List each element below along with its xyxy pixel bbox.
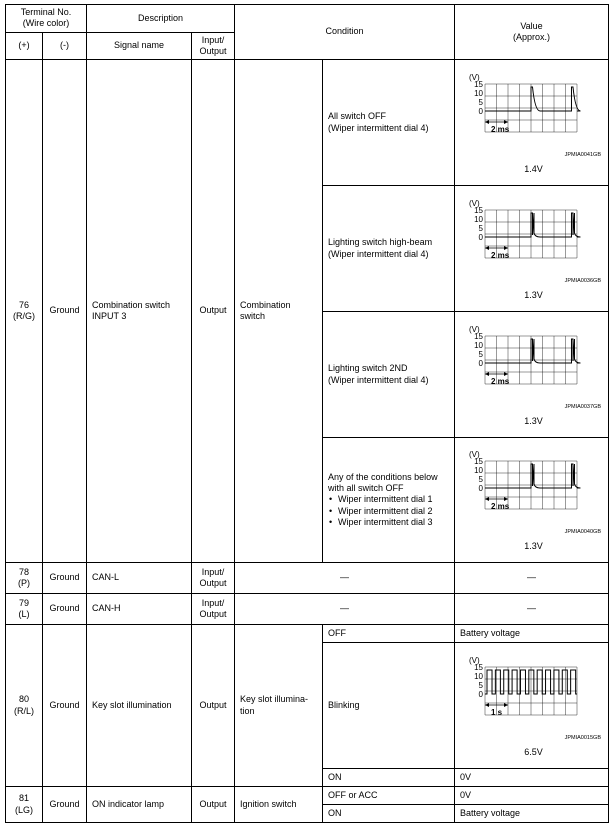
- header-terminal-no: Terminal No. (Wire color): [6, 5, 87, 33]
- condition-list: [328, 494, 449, 528]
- axis-unit-label: (V): [469, 655, 480, 665]
- t80-sub-condition-on: ON: [323, 769, 455, 787]
- t80-sub-condition-off: OFF: [323, 625, 455, 643]
- figure-code: JPMIA0036GB: [564, 277, 602, 284]
- terminal-80-minus: Ground: [43, 625, 87, 787]
- terminal-76-io: Output: [192, 60, 235, 563]
- t76-sub-value-4: [455, 438, 609, 563]
- terminal-76-minus: Ground: [43, 60, 87, 563]
- figure-code: JPMIA0040GB: [564, 529, 602, 536]
- t80-sub-value-blink: [455, 643, 609, 769]
- terminal-81-minus: Ground: [43, 787, 87, 823]
- scale-label: 2 ms: [491, 376, 510, 386]
- terminal-80-io: Output: [192, 625, 235, 787]
- condition-item: • Wiper intermittent dial 2: [328, 506, 449, 517]
- terminal-80-signal: Key slot illumination: [87, 625, 192, 787]
- terminal-spec-table: [5, 4, 609, 823]
- header-description: Description: [87, 5, 235, 33]
- waveform-value: 1.4V: [524, 163, 543, 174]
- t81-sub-value-2: Battery voltage: [455, 805, 609, 823]
- t80-sub-value-off: Battery voltage: [455, 625, 609, 643]
- y-tick-label: 0: [478, 689, 484, 699]
- waveform-trace: [485, 464, 580, 488]
- figure-code: JPMIA0041GB: [564, 151, 602, 158]
- header-minus: (-): [43, 32, 87, 60]
- t76-sub-value-1: [455, 60, 609, 186]
- axis-unit-label: (V): [469, 198, 480, 208]
- y-tick-label: 10: [474, 671, 484, 681]
- terminal-76-signal: Combination switch INPUT 3: [87, 60, 192, 563]
- axis-unit-label: (V): [469, 72, 480, 82]
- scale-label: 1 s: [491, 707, 503, 717]
- figure-code: JPMIA0015GB: [564, 734, 602, 741]
- waveform-chart: [463, 72, 603, 162]
- terminal-81: 81 (LG): [6, 787, 43, 823]
- scale-label: 2 ms: [491, 250, 510, 260]
- waveform-chart: [463, 655, 603, 745]
- terminal-76-condition: Combination switch: [235, 60, 323, 563]
- y-tick-label: 0: [478, 358, 484, 368]
- terminal-81-signal: ON indicator lamp: [87, 787, 192, 823]
- t76-sub-condition-4: [323, 438, 455, 563]
- t76-sub-condition-2: Lighting switch high-beam (Wiper intermittent dial 4): [323, 186, 455, 312]
- terminal-79: 79 (L): [6, 594, 43, 625]
- waveform-trace: [485, 213, 580, 237]
- header-input-output: Input/ Output: [192, 32, 235, 60]
- waveform-value: 1.3V: [524, 415, 543, 426]
- waveform-trace: [485, 339, 580, 363]
- header-value: Value (Approx.): [455, 5, 609, 60]
- terminal-81-condition: Ignition switch: [235, 787, 323, 823]
- terminal-78-condition: —: [235, 563, 455, 594]
- y-tick-label: 0: [478, 232, 484, 242]
- header-plus: (+): [6, 32, 43, 60]
- condition-intro: Any of the conditions below with all switch OFF: [328, 471, 438, 494]
- y-tick-label: 0: [478, 484, 484, 494]
- y-tick-label: 15: [474, 662, 484, 672]
- y-tick-label: 10: [474, 340, 484, 350]
- y-tick-label: 15: [474, 205, 484, 215]
- y-tick-label: 15: [474, 457, 484, 467]
- waveform-value: 1.3V: [524, 289, 543, 300]
- terminal-78-io: Input/ Output: [192, 563, 235, 594]
- terminal-80-condition: Key slot illumina- tion: [235, 625, 323, 787]
- waveform-trace: [485, 87, 580, 111]
- t76-sub-condition-3: Lighting switch 2ND (Wiper intermittent dial 4): [323, 312, 455, 438]
- waveform-value: 6.5V: [524, 746, 543, 757]
- header-signal-name: Signal name: [87, 32, 192, 60]
- t76-sub-value-2: [455, 186, 609, 312]
- terminal-76: 76 (R/G): [6, 60, 43, 563]
- y-tick-label: 15: [474, 79, 484, 89]
- terminal-78-value: —: [455, 563, 609, 594]
- y-tick-label: 5: [478, 97, 484, 107]
- y-tick-label: 10: [474, 466, 484, 476]
- t76-sub-condition-1: All switch OFF (Wiper intermittent dial 4): [323, 60, 455, 186]
- waveform-value: 1.3V: [524, 541, 543, 552]
- terminal-79-condition: —: [235, 594, 455, 625]
- scale-label: 2 ms: [491, 502, 510, 512]
- terminal-79-minus: Ground: [43, 594, 87, 625]
- y-tick-label: 5: [478, 349, 484, 359]
- axis-unit-label: (V): [469, 324, 480, 334]
- waveform-chart: [463, 449, 603, 539]
- axis-unit-label: (V): [469, 450, 480, 460]
- y-tick-label: 10: [474, 88, 484, 98]
- y-tick-label: 5: [478, 475, 484, 485]
- waveform-chart: [463, 198, 603, 288]
- y-tick-label: 15: [474, 331, 484, 341]
- condition-item: • Wiper intermittent dial 1: [328, 494, 449, 505]
- y-tick-label: 5: [478, 223, 484, 233]
- terminal-81-io: Output: [192, 787, 235, 823]
- t81-sub-value-1: 0V: [455, 787, 609, 805]
- terminal-79-signal: CAN-H: [87, 594, 192, 625]
- t81-sub-condition-2: ON: [323, 805, 455, 823]
- header-condition: Condition: [235, 5, 455, 60]
- scale-label: 2 ms: [491, 124, 510, 134]
- terminal-79-io: Input/ Output: [192, 594, 235, 625]
- y-tick-label: 10: [474, 214, 484, 224]
- terminal-78: 78 (P): [6, 563, 43, 594]
- t81-sub-condition-1: OFF or ACC: [323, 787, 455, 805]
- t80-sub-condition-blink: Blinking: [323, 643, 455, 769]
- y-tick-label: 5: [478, 680, 484, 690]
- terminal-78-minus: Ground: [43, 563, 87, 594]
- terminal-78-signal: CAN-L: [87, 563, 192, 594]
- figure-code: JPMIA0037GB: [564, 403, 602, 410]
- t80-sub-value-on: 0V: [455, 769, 609, 787]
- waveform-chart: [463, 324, 603, 414]
- terminal-80: 80 (R/L): [6, 625, 43, 787]
- y-tick-label: 0: [478, 106, 484, 116]
- terminal-79-value: —: [455, 594, 609, 625]
- condition-item: • Wiper intermittent dial 3: [328, 517, 449, 528]
- t76-sub-value-3: [455, 312, 609, 438]
